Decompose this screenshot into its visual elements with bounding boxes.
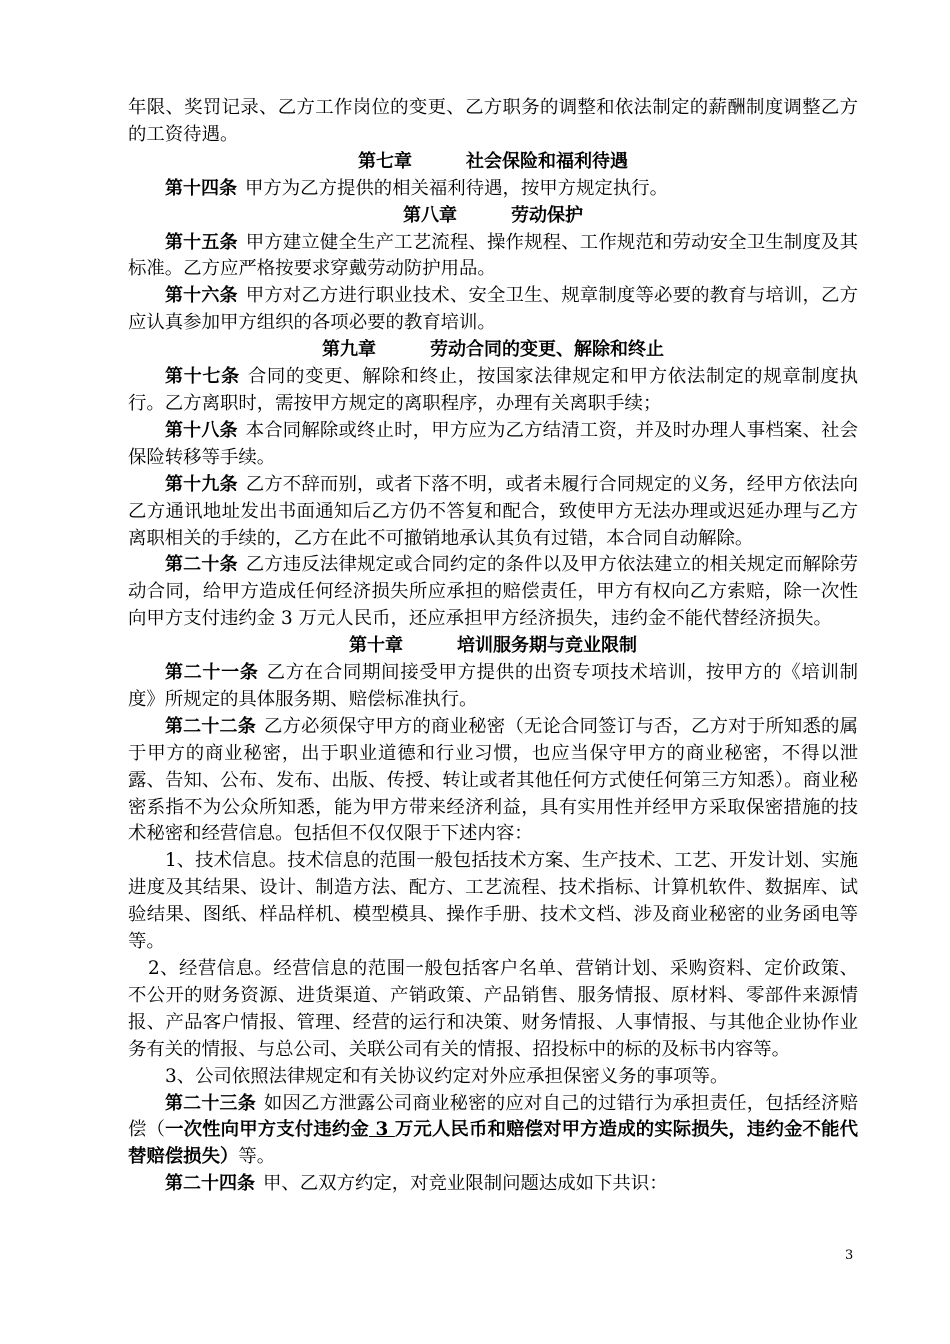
- chapter-title: 社会保险和福利待遇: [466, 150, 628, 172]
- article-text: 本合同解除或终止时，甲方应为乙方结清工资，并及时办理人事档案、社会保险转移等手续。: [128, 419, 858, 468]
- paragraph-continuation: 年限、奖罚记录、乙方工作岗位的变更、乙方职务的调整和依法制定的薪酬制度调整乙方的工资待遇。: [128, 97, 858, 145]
- article-17: [128, 364, 858, 418]
- chapter-title: 劳动保护: [511, 204, 583, 226]
- article-18: [128, 418, 858, 472]
- article-label: 第十九条: [165, 473, 238, 495]
- article-text: 如因乙方泄露公司商业秘密的应对自己的过错行为承担责任，包括经济赔偿（: [128, 1092, 858, 1141]
- article-label: 第十八条: [165, 419, 238, 441]
- article-text: 甲方建立健全生产工艺流程、操作规程、工作规范和劳动安全卫生制度及其标准。乙方应严格按要求穿戴劳动防护用品。: [128, 231, 858, 280]
- penalty-amount: 3: [368, 1119, 395, 1141]
- article-24: [128, 1171, 858, 1198]
- article-text: 甲方对乙方进行职业技术、安全卫生、规章制度等必要的教育与培训，乙方应认真参加甲方组织的各项必要的教育培训。: [128, 285, 858, 334]
- document-body: [128, 95, 858, 1198]
- article-text-end: 等。: [238, 1146, 276, 1168]
- chapter-title: 培训服务期与竞业限制: [457, 635, 637, 657]
- list-item-technical-info: 1、技术信息。技术信息的范围一般包括技术方案、生产技术、工艺、开发计划、实施进度及其结果、设计、制造方法、配方、工艺流程、技术指标、计算机软件、数据库、试验结果、图纸、样品样机、模型模具、操作手册、技术文档、涉及商业秘密的业务函电等等。: [128, 850, 858, 953]
- article-text: 乙方违反法律规定或合同约定的条件以及甲方依法建立的相关规定而解除劳动合同，给甲方造成任何经济损失所应承担的赔偿责任，甲方有权向乙方索赔，除一次性向甲方支付违约金 3 万元人民币，还应承担甲方经济损失，违约金不能代替经济损失。: [128, 554, 858, 630]
- article-19: [128, 472, 858, 553]
- article-21: [128, 660, 858, 714]
- article-text: 甲、乙双方约定，对竞业限制问题达成如下共识：: [263, 1173, 668, 1195]
- article-text: 合同的变更、解除和终止，按国家法律规定和甲方依法制定的规章制度执行。乙方离职时，需按甲方规定的离职程序，办理有关离职手续；: [128, 366, 858, 414]
- article-23: [128, 1091, 858, 1172]
- chapter-title: 劳动合同的变更、解除和终止: [430, 339, 664, 361]
- chapter-number: 第七章: [358, 150, 412, 172]
- penalty-bold-text-cont: 万元人民币和赔偿对甲方造成的实际损失，违约金不能代替赔偿损失）: [128, 1119, 858, 1168]
- article-14: [128, 176, 858, 203]
- article-label: 第二十条: [165, 554, 238, 576]
- article-label: 第十四条: [165, 177, 237, 199]
- chapter-heading-7: [128, 149, 858, 176]
- list-item-confidential-obligations: 3、公司依照法律规定和有关协议约定对外应承担保密义务的事项等。: [165, 1065, 729, 1087]
- article-text: 乙方不辞而别，或者下落不明，或者未履行合同规定的义务，经甲方依法向乙方通讯地址发出书面通知后乙方仍不答复和配合，致使甲方无法办理或迟延办理与乙方离职相关的手续的，乙方在此不可撤销地承认其负有过错，本合同自动解除。: [128, 473, 858, 549]
- article-label: 第二十一条: [165, 662, 259, 684]
- chapter-number: 第八章: [403, 204, 457, 226]
- chapter-number: 第十章: [349, 635, 403, 657]
- article-22: [128, 714, 858, 849]
- page-number: 3: [845, 1248, 854, 1263]
- chapter-heading-9: [128, 337, 858, 364]
- article-label: 第十六条: [165, 285, 238, 307]
- article-16: [128, 283, 858, 337]
- article-text: 甲方为乙方提供的相关福利待遇，按甲方规定执行。: [245, 177, 668, 199]
- chapter-heading-10: [128, 633, 858, 660]
- article-text: 乙方必须保守甲方的商业秘密（无论合同签订与否，乙方对于所知悉的属于甲方的商业秘密，出于职业道德和行业习惯，也应当保守甲方的商业秘密，不得以泄露、告知、公布、发布、出版、传授、转让或者其他任何方式使任何第三方知悉）。商业秘密系指不为公众所知悉，能为甲方带来经济利益，具有实用性并经甲方采取保密措施的技术秘密和经营信息。包括但不仅仅限于下述内容：: [128, 715, 858, 845]
- article-label: 第十五条: [165, 231, 238, 253]
- article-label: 第二十二条: [165, 715, 256, 737]
- article-label: 第二十三条: [165, 1092, 256, 1114]
- list-item-business-info: 2、经营信息。经营信息的范围一般包括客户名单、营销计划、采购资料、定价政策、不公开的财务资源、进货渠道、产销政策、产品销售、服务情报、原材料、零部件来源情报、产品客户情报、管理、经营的运行和决策、财务情报、人事情报、与其他企业协作业务有关的情报、与总公司、关联公司有关的情报、招投标中的标的及标书内容等。: [128, 958, 858, 1060]
- article-label: 第十七条: [165, 366, 240, 388]
- article-text: 乙方在合同期间接受甲方提供的出资专项技术培训，按甲方的《培训制度》所规定的具体服务期、赔偿标准执行。: [128, 662, 858, 710]
- chapter-heading-8: [128, 203, 858, 230]
- penalty-bold-text: 一次性向甲方支付违约金: [165, 1119, 369, 1141]
- article-20: [128, 552, 858, 633]
- article-label: 第二十四条: [165, 1173, 255, 1195]
- article-15: [128, 230, 858, 284]
- chapter-number: 第九章: [322, 339, 376, 361]
